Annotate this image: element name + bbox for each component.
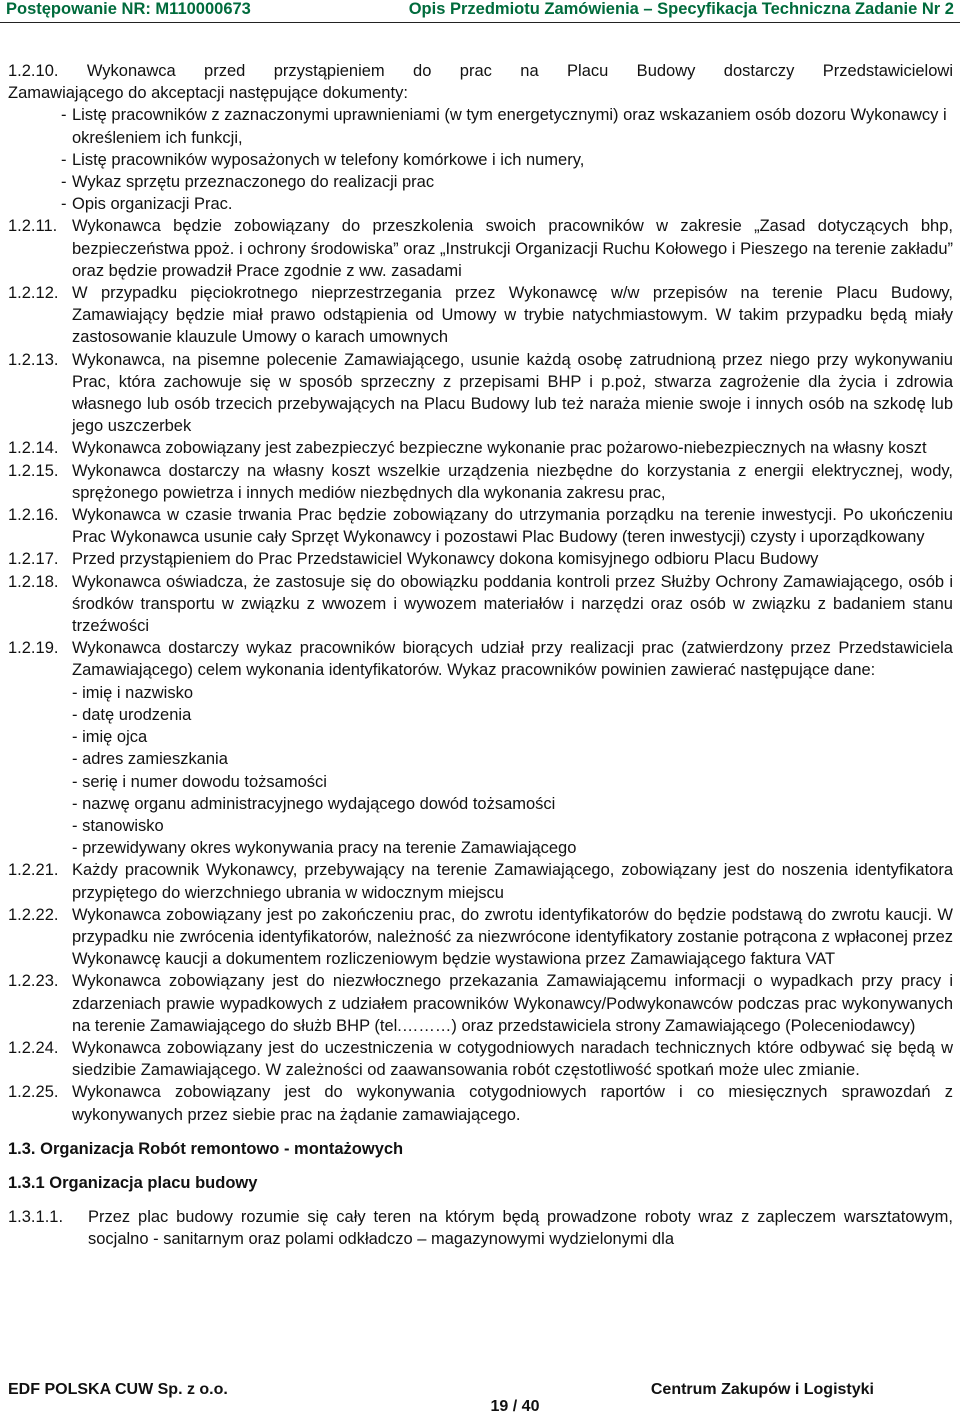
paragraph-first-line: Wykonawca przed przystąpieniem do prac na Placu Budowy dostarczy Przedstawicielowi xyxy=(86,62,953,80)
paragraph-number: 1.2.21. xyxy=(8,861,59,880)
paragraph-text: Zamawiającego do akceptacji następujące dokumenty: xyxy=(8,84,408,103)
paragraph-number: 1.2.14. xyxy=(8,439,59,458)
page-footer xyxy=(8,1381,874,1399)
list-item: - stanowisko xyxy=(72,816,164,835)
paragraph-text: Każdy pracownik Wykonawcy, przebywający na terenie Zamawiającego, zobowiązany jest do noszenia identyfikatora przypiętego do wierzchniego ubrania w widocznym miejscu xyxy=(72,861,953,902)
list-item: - przewidywany okres wykonywania pracy na terenie Zamawiającego xyxy=(72,839,577,858)
paragraph-text: Wykonawca zobowiązany jest po zakończeniu prac, do zwrotu identyfikatorów do będzie podstawą do zwrotu kaucji. W przypadku nie zwrócenia identyfikatorów, należność za niezwrócone identyfikatory zostanie potrącona z wpłaconej przez Wykonawcę kaucji a dokumentem rozliczeniowym będzie wystawiona przez Zamawiającego faktura VAT xyxy=(72,905,953,969)
numbered-paragraph xyxy=(8,970,953,1037)
paragraph-1-2-10 xyxy=(8,60,953,104)
list-item: - Opis organizacji Prac. xyxy=(61,195,233,214)
page-number: 19 / 40 xyxy=(490,1398,540,1415)
numbered-paragraph xyxy=(8,571,953,638)
numbered-paragraph xyxy=(8,504,953,548)
list-item: - Listę pracowników wyposażonych w telefony komórkowe i ich numery, xyxy=(61,150,585,169)
numbered-paragraph xyxy=(8,282,953,349)
paragraph-number: 1.2.13. xyxy=(8,350,59,369)
list-item: - adres zamieszkania xyxy=(72,750,228,769)
list-item: - Wykaz sprzętu przeznaczonego do realizacji prac xyxy=(61,173,435,192)
paragraph-text: Wykonawca zobowiązany jest do wykonywania cotygodniowych raportów i co miesięcznych sprawozdań z wykonywanych przez siebie prac na żądanie zamawiającego. xyxy=(72,1083,953,1124)
paragraph-number: 1.2.25. xyxy=(8,1083,59,1102)
paragraph-number: 1.2.23. xyxy=(8,972,59,991)
paragraph-number: 1.2.11. xyxy=(8,217,58,236)
footer-company: EDF POLSKA CUW Sp. z o.o. xyxy=(8,1381,228,1398)
paragraph-text: Przez plac budowy rozumie się cały teren na którym będą prowadzone roboty wraz z zapleczem warsztatowym, socjalno - sanitarnym oraz polami odkładczo – magazynowymi wydzielonymi dla xyxy=(88,1207,953,1248)
paragraph-text: Wykonawca będzie zobowiązany do przeszkolenia swoich pracowników w zakresie „Zasad dotyczących bhp, bezpieczeństwa ppoż. i ochrony środowiska” oraz „Instrukcji Organizacji Ruchu Kołowego i Pieszego na terenie zakładu” oraz będzie prowadził Prace zgodnie z ww. zasadami xyxy=(72,217,953,280)
list-item: - imię i nazwisko xyxy=(72,683,194,702)
page-header xyxy=(0,0,960,22)
list-item: - nazwę organu administracyjnego wydającego dowód tożsamości xyxy=(72,794,556,813)
paragraph-text: Wykonawca dostarczy na własny koszt wszelkie urządzenia niezbędne do korzystania z energii elektrycznej, wody, sprężonego powietrza i innych mediów niezbędnych dla wykonania zakresu prac, xyxy=(72,461,953,502)
footer-department: Centrum Zakupów i Logistyki xyxy=(650,1381,874,1398)
paragraph-text: Wykonawca oświadcza, że zastosuje się do obowiązku poddania kontroli przez Służby Ochrony Zamawiającego, osób i środków transportu w związku z wwozem i wywozem materiałów i narzędzi oraz osób w związku z badaniem stanu trzeźwości xyxy=(72,572,953,636)
paragraph-text: Wykonawca zobowiązany jest do uczestniczenia w cotygodniowych naradach technicznych które odbywać się będą w siedzibie Zamawiającego. W zależności od zaawansowania robót częstotliwość spotkań może ulec zmianie. xyxy=(72,1038,953,1080)
paragraph-text: Wykonawca zobowiązany jest zabezpieczyć bezpieczne wykonanie prac pożarowo-niebezpiecznych na własny koszt xyxy=(72,439,927,458)
numbered-paragraph xyxy=(8,437,953,459)
numbered-paragraph xyxy=(8,548,953,570)
paragraph-number: 1.2.10. xyxy=(8,62,59,80)
paragraph-number: 1.2.16. xyxy=(8,506,59,525)
numbered-paragraph xyxy=(8,215,953,282)
list-item: - imię ojca xyxy=(72,728,148,747)
paragraph-text: Przed przystąpieniem do Prac Przedstawiciel Wykonawcy dokona komisyjnego odbioru Placu Budowy xyxy=(72,550,819,569)
paragraph-number: 1.2.24. xyxy=(8,1038,59,1057)
numbered-paragraph xyxy=(8,460,953,504)
numbered-paragraph xyxy=(8,1037,953,1081)
list-item: - datę urodzenia xyxy=(72,705,192,724)
paragraph-text: Wykonawca zobowiązany jest do niezwłocznego przekazania Zamawiającemu informacji o wypadkach przy pracy i zdarzeniach prawie wypadkowych z udziałem pracowników Wykonawcy/Podwykonawców podczas prac wykonywanych na terenie Zamawiającego do służb BHP (tel.………) oraz przedstawiciela strony Zamawiającego (Poleceniodawcy) xyxy=(72,972,953,1035)
paragraph-1-3-1-1 xyxy=(8,1206,953,1250)
paragraph-number: 1.2.19. xyxy=(8,639,59,658)
paragraph-text: Wykonawca, na pisemne polecenie Zamawiającego, usunie każdą osobę zatrudnioną przez niego przy wykonywaniu Prac, która zachowuje się w sposób sprzeczny z przepisami BHP i p.poż, stwarza zagrożenie dla życia i zdrowia własnego lub osób trzecich przebywających na Placu Budowy lub też naraża mienie swoje i innych osób na szkodę lub jego uszczerbek xyxy=(72,350,953,436)
subsection-heading: 1.3.1 Organizacja placu budowy xyxy=(8,1173,258,1192)
paragraph-text: Wykonawca w czasie trwania Prac będzie zobowiązany do utrzymania porządku na terenie inwestycji. Po ukończeniu Prac Wykonawca usunie cały Sprzęt Wykonawcy i pozostawi Plac Budowy (teren inwestycji) czysty i uporządkowany xyxy=(72,506,953,547)
numbered-paragraph xyxy=(8,859,953,903)
numbered-paragraph xyxy=(8,349,953,438)
numbered-paragraph xyxy=(8,1081,953,1125)
list-item: - serię i numer dowodu tożsamości xyxy=(72,772,327,791)
paragraph-number: 1.2.18. xyxy=(8,572,59,591)
paragraph-1-2-19 xyxy=(8,637,953,681)
header-left: Postępowanie NR: M110000673 xyxy=(6,0,251,18)
header-right: Opis Przedmiotu Zamówienia – Specyfikacja Techniczna Zadanie Nr 2 xyxy=(408,0,954,18)
paragraph-text: Wykonawca dostarczy wykaz pracowników biorących udział przy realizacji prac (zatwierdzony przez Przedstawiciela Zamawiającego) celem wykonania identyfikatorów. Wykaz pracowników powinien zawierać następujące dane: xyxy=(72,639,953,680)
paragraph-number: 1.3.1.1. xyxy=(8,1207,64,1226)
paragraph-number: 1.2.12. xyxy=(8,284,59,303)
paragraph-number: 1.2.22. xyxy=(8,905,59,924)
list-item: - Listę pracowników z zaznaczonymi uprawnieniami (w tym energetycznymi) oraz wskazaniem osób dozoru Wykonawcy i określeniem ich funkcji, xyxy=(61,106,947,147)
numbered-paragraph xyxy=(8,904,953,971)
section-heading: 1.3. Organizacja Robót remontowo - montażowych xyxy=(8,1139,404,1158)
document-body xyxy=(8,60,953,1250)
paragraph-number: 1.2.15. xyxy=(8,461,59,480)
paragraph-number: 1.2.17. xyxy=(8,550,59,569)
header-rule xyxy=(0,22,960,23)
paragraph-text: W przypadku pięciokrotnego nieprzestrzegania przez Wykonawcę w/w przepisów na terenie Placu Budowy, Zamawiający będzie miał prawo odstąpienia od Umowy w trybie natychmiastowym. W takim przypadku będą miały zastosowanie klauzule Umowy o karach umownych xyxy=(72,284,953,347)
